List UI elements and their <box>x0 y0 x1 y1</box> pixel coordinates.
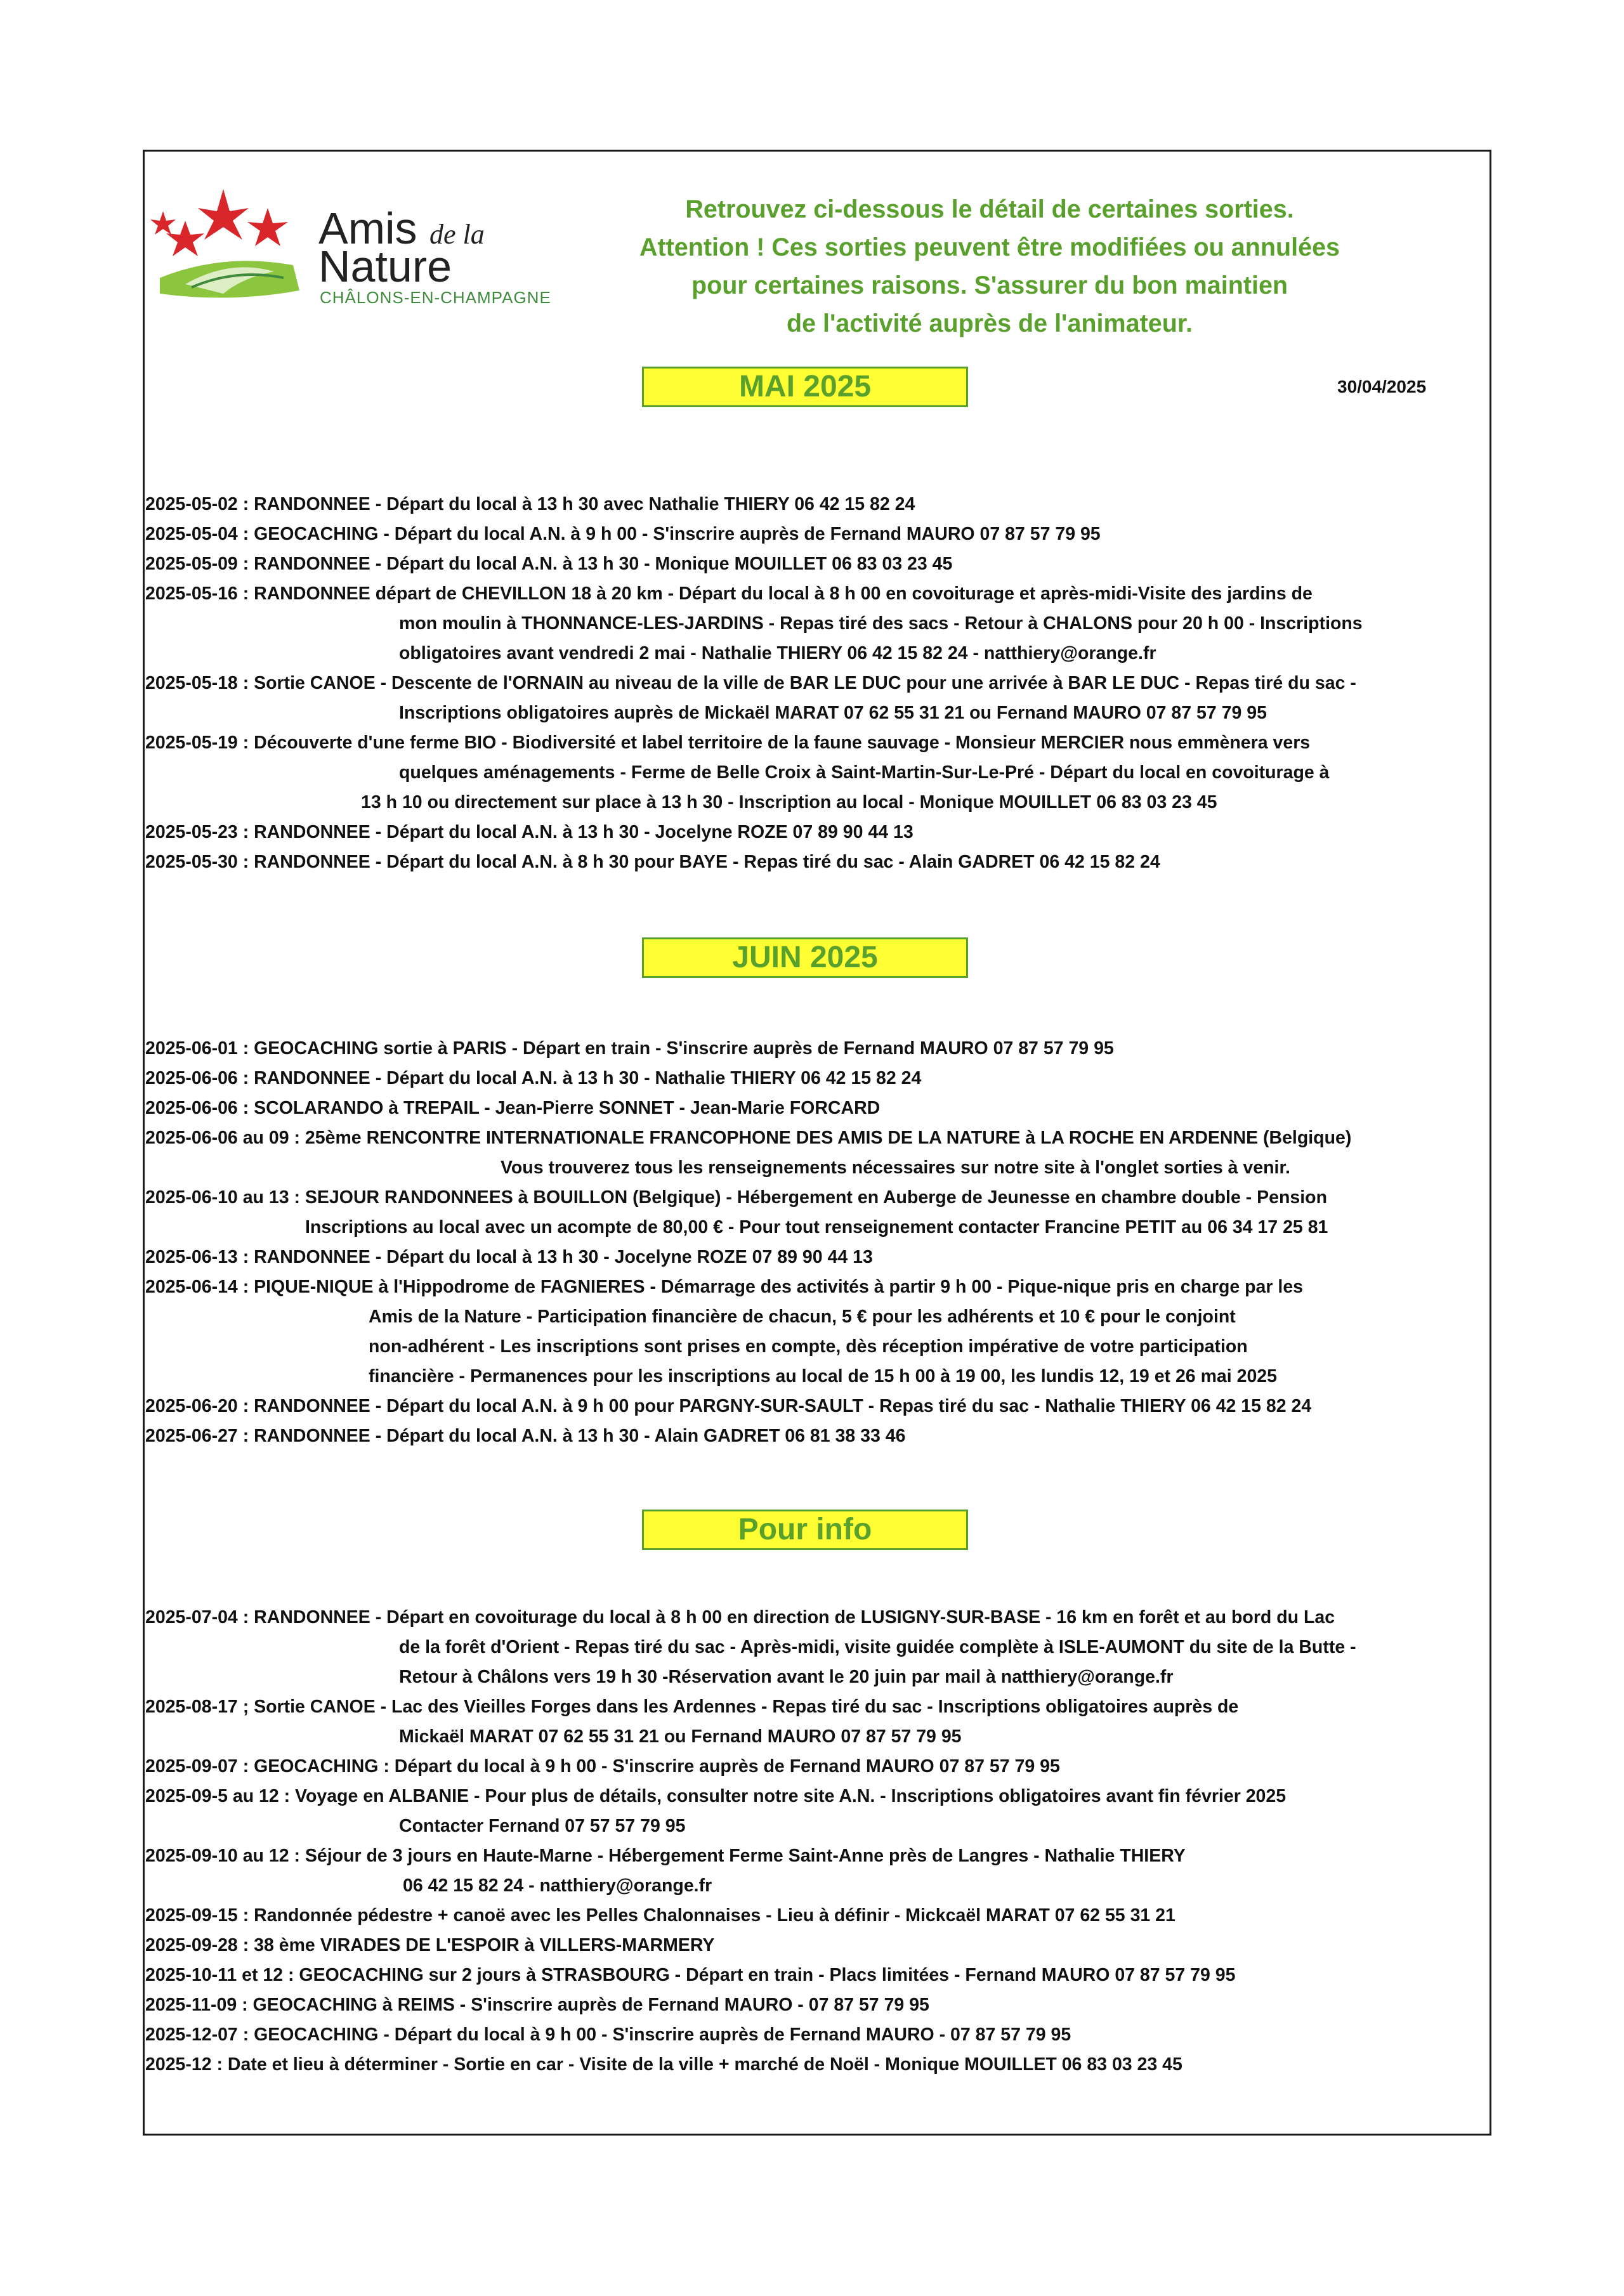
list-item: 2025-05-18 : Sortie CANOE - Descente de l'ORNAIN au niveau de la ville de BAR LE DUC pour une arrivée à BAR LE DUC - Repas tiré du sac - <box>145 673 1356 693</box>
list-item: 2025-05-16 : RANDONNEE départ de CHEVILLON 18 à 20 km - Départ du local à 8 h 00 en covoiturage et après-midi-Visite des jardins de <box>145 584 1313 604</box>
list-item: 2025-05-04 : GEOCACHING - Départ du local A.N. à 9 h 00 - S'inscrire auprès de Fernand MAURO 07 87 57 79 95 <box>145 524 1101 544</box>
logo-text-city: CHÂLONS-EN-CHAMPAGNE <box>320 288 551 307</box>
logo-flowers-hands-icon <box>147 183 318 310</box>
list-item: 2025-06-14 : PIQUE-NIQUE à l'Hippodrome de FAGNIERES - Démarrage des activités à partir 9 h 00 - Pique-nique pris en charge par les <box>145 1277 1304 1297</box>
section-title-mai: MAI 2025 <box>642 367 968 407</box>
list-item-continuation: de la forêt d'Orient - Repas tiré du sac - Après-midi, visite guidée complète à ISLE-AUMONT du site de la Butte - <box>399 1637 1356 1657</box>
list-item: 2025-06-13 : RANDONNEE - Départ du local à 13 h 30 - Jocelyne ROZE 07 89 90 44 13 <box>145 1247 873 1267</box>
notice-line: de l'activité auprès de l'animateur. <box>786 310 1193 337</box>
list-item: 2025-08-17 ; Sortie CANOE - Lac des Vieilles Forges dans les Ardennes - Repas tiré du sac - Inscriptions obligatoires auprès de <box>145 1697 1239 1717</box>
list-item: 2025-09-10 au 12 : Séjour de 3 jours en Haute-Marne - Hébergement Ferme Saint-Anne près de Langres - Nathalie THIERY <box>145 1846 1186 1866</box>
list-item-continuation: Retour à Châlons vers 19 h 30 -Réservation avant le 20 juin par mail à natthiery@orange.fr <box>399 1667 1174 1687</box>
list-item-continuation: 06 42 15 82 24 - natthiery@orange.fr <box>403 1875 712 1896</box>
list-item: 2025-06-06 : SCOLARANDO à TREPAIL - Jean-Pierre SONNET - Jean-Marie FORCARD <box>145 1098 881 1118</box>
list-item: 2025-06-20 : RANDONNEE - Départ du local A.N. à 9 h 00 pour PARGNY-SUR-SAULT - Repas tiré du sac - Nathalie THIERY 06 42 15 82 24 <box>145 1396 1312 1416</box>
event-list-pour-info <box>145 1603 1484 2080</box>
list-item: 2025-12-07 : GEOCACHING - Départ du local à 9 h 00 - S'inscrire auprès de Fernand MAURO - 07 87 57 79 95 <box>145 2025 1071 2045</box>
list-item: 2025-09-15 : Randonnée pédestre + canoë avec les Pelles Chalonnaises - Lieu à définir - Mickcaël MARAT 07 62 55 31 21 <box>145 1905 1175 1926</box>
list-item: 2025-05-23 : RANDONNEE - Départ du local A.N. à 13 h 30 - Jocelyne ROZE 07 89 90 44 13 <box>145 822 914 842</box>
list-item: 2025-09-28 : 38 ème VIRADES DE L'ESPOIR à VILLERS-MARMERY <box>145 1935 715 1955</box>
list-item-continuation: non-adhérent - Les inscriptions sont prises en compte, dès réception impérative de votre participation <box>369 1336 1248 1357</box>
section-title-juin: JUIN 2025 <box>642 937 968 978</box>
list-item: 2025-06-01 : GEOCACHING sortie à PARIS - Départ en train - S'inscrire auprès de Fernand MAURO 07 87 57 79 95 <box>145 1038 1114 1059</box>
notice-line: Retrouvez ci-dessous le détail de certaines sorties. <box>685 195 1294 223</box>
notice-line: Attention ! Ces sorties peuvent être modifiées ou annulées <box>639 233 1340 261</box>
list-item-continuation: Amis de la Nature - Participation financière de chacun, 5 € pour les adhérents et 10 € pour le conjoint <box>369 1307 1236 1327</box>
list-item: 2025-06-06 au 09 : 25ème RENCONTRE INTERNATIONALE FRANCOPHONE DES AMIS DE LA NATURE à LA ROCHE EN ARDENNE (Belgique) <box>145 1128 1352 1148</box>
list-item: 2025-07-04 : RANDONNEE - Départ en covoiturage du local à 8 h 00 en direction de LUSIGNY-SUR-BASE - 16 km en forêt et au bord du Lac <box>145 1607 1335 1627</box>
list-item: 2025-11-09 : GEOCACHING à REIMS - S'inscrire auprès de Fernand MAURO - 07 87 57 79 95 <box>145 1995 929 2015</box>
amis-de-la-nature-logo <box>147 183 623 310</box>
list-item-continuation: Contacter Fernand 07 57 57 79 95 <box>399 1816 686 1836</box>
list-item: 2025-05-19 : Découverte d'une ferme BIO - Biodiversité et label territoire de la faune sauvage - Monsieur MERCIER nous emmènera vers <box>145 733 1311 753</box>
list-item: 2025-05-09 : RANDONNEE - Départ du local A.N. à 13 h 30 - Monique MOUILLET 06 83 03 23 45 <box>145 554 953 574</box>
list-item-continuation: financière - Permanences pour les inscriptions au local de 15 h 00 à 19 00, les lundis 12, 19 et 26 mai 2025 <box>369 1366 1277 1386</box>
list-item-continuation: 13 h 10 ou directement sur place à 13 h 30 - Inscription au local - Monique MOUILLET 06 83 03 23 45 <box>361 792 1217 812</box>
section-title-pour-info: Pour info <box>642 1510 968 1550</box>
list-item: 2025-06-06 : RANDONNEE - Départ du local A.N. à 13 h 30 - Nathalie THIERY 06 42 15 82 24 <box>145 1068 922 1088</box>
notice-line: pour certaines raisons. S'assurer du bon maintien <box>691 271 1288 299</box>
event-list-juin <box>145 1034 1484 1451</box>
list-item-continuation: Vous trouverez tous les renseignements nécessaires sur notre site à l'onglet sorties à venir. <box>501 1158 1290 1178</box>
list-item-continuation: Inscriptions obligatoires auprès de Mickaël MARAT 07 62 55 31 21 ou Fernand MAURO 07 87 57 79 95 <box>399 703 1267 723</box>
logo-text-amis: Amis de la <box>318 204 485 253</box>
list-item: 2025-09-5 au 12 : Voyage en ALBANIE - Pour plus de détails, consulter notre site A.N. - Inscriptions obligatoires avant fin février 2025 <box>145 1786 1287 1806</box>
list-item: 2025-05-02 : RANDONNEE - Départ du local à 13 h 30 avec Nathalie THIERY 06 42 15 82 24 <box>145 494 915 514</box>
list-item: 2025-05-30 : RANDONNEE - Départ du local A.N. à 8 h 30 pour BAYE - Repas tiré du sac - Alain GADRET 06 42 15 82 24 <box>145 852 1160 872</box>
list-item-continuation: Mickaël MARAT 07 62 55 31 21 ou Fernand MAURO 07 87 57 79 95 <box>399 1726 962 1747</box>
header-notice <box>571 190 1408 342</box>
list-item: 2025-10-11 et 12 : GEOCACHING sur 2 jours à STRASBOURG - Départ en train - Placs limitées - Fernand MAURO 07 87 57 79 95 <box>145 1965 1236 1985</box>
list-item: 2025-06-27 : RANDONNEE - Départ du local A.N. à 13 h 30 - Alain GADRET 06 81 38 33 46 <box>145 1426 906 1446</box>
list-item-continuation: obligatoires avant vendredi 2 mai - Nathalie THIERY 06 42 15 82 24 - natthiery@orange.fr <box>399 643 1156 663</box>
event-list-mai <box>145 490 1484 877</box>
logo-text-nature: Nature <box>318 242 452 291</box>
list-item: 2025-09-07 : GEOCACHING : Départ du local à 9 h 00 - S'inscrire auprès de Fernand MAURO 07 87 57 79 95 <box>145 1756 1060 1777</box>
list-item-continuation: Inscriptions au local avec un acompte de 80,00 € - Pour tout renseignement contacter Francine PETIT au 06 34 17 25 81 <box>305 1217 1328 1237</box>
document-date: 30/04/2025 <box>1337 377 1427 396</box>
list-item-continuation: mon moulin à THONNANCE-LES-JARDINS - Repas tiré des sacs - Retour à CHALONS pour 20 h 00 - Inscriptions <box>399 613 1363 634</box>
list-item: 2025-06-10 au 13 : SEJOUR RANDONNEES à BOUILLON (Belgique) - Hébergement en Auberge de Jeunesse en chambre double - Pension <box>145 1187 1327 1208</box>
list-item: 2025-12 : Date et lieu à déterminer - Sortie en car - Visite de la ville + marché de Noël - Monique MOUILLET 06 83 03 23 45 <box>145 2054 1182 2075</box>
list-item-continuation: quelques aménagements - Ferme de Belle Croix à Saint-Martin-Sur-Le-Pré - Départ du local en covoiturage à <box>399 762 1330 783</box>
